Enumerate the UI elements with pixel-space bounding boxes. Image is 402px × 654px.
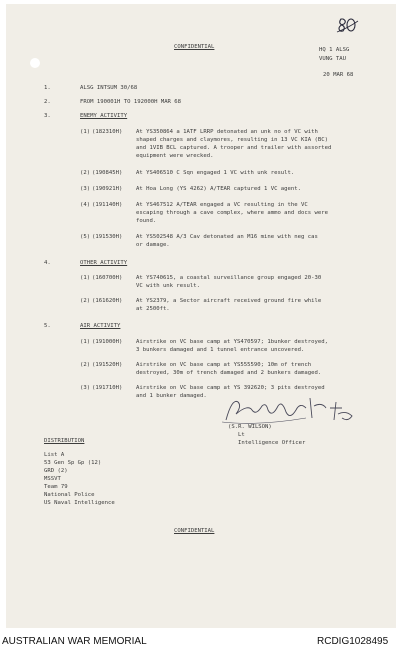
- entry-number: (1): [80, 129, 91, 135]
- entry-line: and 1 bunker damaged.: [136, 393, 207, 399]
- document-date: 20 MAR 68: [323, 72, 354, 78]
- item-number-1: 1.: [44, 85, 51, 91]
- item-number-5: 5.: [44, 323, 51, 329]
- air-activity-heading: AIR ACTIVITY: [80, 323, 121, 329]
- entry-time: (190921H): [92, 186, 123, 192]
- entry-line: Airstrike on VC base camp at YS470597; 1bunker destroyed,: [136, 339, 328, 345]
- entry-number: (1): [80, 275, 91, 281]
- entry-line: found.: [136, 218, 157, 224]
- entry-line: Airstrike on VC base camp at YS 392620; 3 pits destroyed: [136, 385, 325, 391]
- entry-line: Airstrike on VC base camp at YS555590; 10m of trench: [136, 362, 312, 368]
- entry-number: (1): [80, 339, 91, 345]
- classification-top: CONFIDENTIAL: [174, 44, 215, 50]
- entry-time: (191710H): [92, 385, 123, 391]
- entry-line: At YS740615, a coastal surveillance group engaged 20-30: [136, 275, 322, 281]
- entry-time: (191530H): [92, 234, 123, 240]
- distribution-line: MSSVT: [44, 476, 61, 482]
- entry-line: At YS350864 a 1ATF LRRP detonated an unk no of VC with: [136, 129, 318, 135]
- distribution-line: List A: [44, 452, 65, 458]
- distribution-line: 53 Gen Sp Gp (12): [44, 460, 102, 466]
- archive-name: AUSTRALIAN WAR MEMORIAL: [2, 636, 147, 647]
- entry-line: At YS406510 C Sqn engaged 1 VC with unk result.: [136, 170, 295, 176]
- entry-number: (3): [80, 385, 91, 391]
- entry-line: At YS2379, a Sector aircraft received ground fire while: [136, 298, 322, 304]
- entry-number: (3): [80, 186, 91, 192]
- unit-header: HQ 1 ALSG: [319, 47, 350, 53]
- archive-reference: RCDIG1028495: [317, 636, 389, 647]
- entry-line: 3 bunkers damaged and 1 tunnel entrance uncovered.: [136, 347, 305, 353]
- other-activity-heading: OTHER ACTIVITY: [80, 260, 128, 266]
- entry-line: At YS467512 A/TEAR engaged a VC resulting in the VC: [136, 202, 308, 208]
- signatory-rank: Lt: [238, 432, 245, 438]
- entry-time: (161620H): [92, 298, 123, 304]
- entry-line: At Hoa Long (YS 4262) A/TEAR captured 1 VC agent.: [136, 186, 302, 192]
- handwritten-page-number: [336, 16, 360, 34]
- item-number-4: 4.: [44, 260, 51, 266]
- report-period: FROM 190001H TO 192000H MAR 68: [80, 99, 182, 105]
- distribution-line: GRD (2): [44, 468, 68, 474]
- distribution-line: US Naval Intelligence: [44, 500, 115, 506]
- handwritten-signature: [218, 392, 358, 428]
- signatory-title: Intelligence Officer: [238, 440, 306, 446]
- entry-line: and 1VIB BCL captured. A trooper and trailer with assorted: [136, 145, 332, 151]
- entry-number: (2): [80, 362, 91, 368]
- entry-line: equipment were wrecked.: [136, 153, 214, 159]
- intsum-reference: ALSG INTSUM 30/68: [80, 85, 138, 91]
- signatory-name: (S.R. WILSON): [228, 424, 272, 430]
- entry-line: or damage.: [136, 242, 170, 248]
- punch-hole: [30, 58, 40, 68]
- item-number-2: 2.: [44, 99, 51, 105]
- enemy-activity-heading: ENEMY ACTIVITY: [80, 113, 128, 119]
- location-header: VUNG TAU: [319, 56, 346, 62]
- entry-line: At YS502548 A/3 Cav detonated an M16 mine with neg cas: [136, 234, 318, 240]
- entry-line: shaped charges and claymores, resulting in 13 VC KIA (BC): [136, 137, 328, 143]
- distribution-heading: DISTRIBUTION: [44, 438, 85, 444]
- entry-line: destroyed, 30m of trench damaged and 2 bunkers damaged.: [136, 370, 322, 376]
- entry-number: (5): [80, 234, 91, 240]
- distribution-line: Team 79: [44, 484, 68, 490]
- entry-number: (4): [80, 202, 91, 208]
- entry-line: VC with unk result.: [136, 283, 200, 289]
- distribution-line: National Police: [44, 492, 95, 498]
- entry-time: (191140H): [92, 202, 123, 208]
- classification-bottom: CONFIDENTIAL: [174, 528, 215, 534]
- entry-time: (190845H): [92, 170, 123, 176]
- entry-number: (2): [80, 298, 91, 304]
- entry-time: (191000H): [92, 339, 123, 345]
- entry-number: (2): [80, 170, 91, 176]
- entry-time: (160700H): [92, 275, 123, 281]
- entry-line: escaping through a cave complex, where ammo and docs were: [136, 210, 328, 216]
- entry-line: at 2500ft.: [136, 306, 170, 312]
- entry-time: (182310H): [92, 129, 123, 135]
- entry-time: (191520H): [92, 362, 123, 368]
- item-number-3: 3.: [44, 113, 51, 119]
